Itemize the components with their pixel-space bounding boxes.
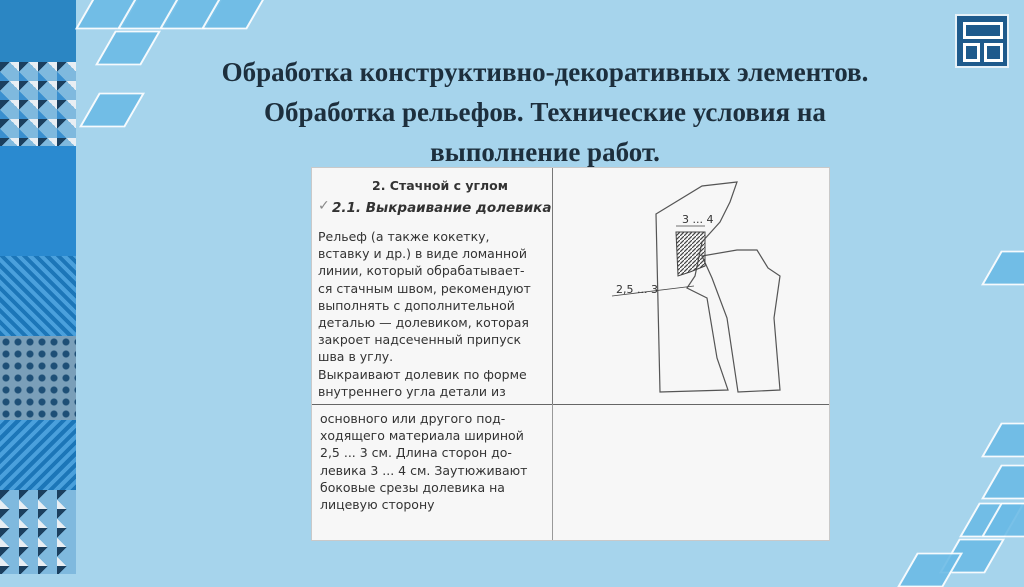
checkmark-icon: ✓ <box>318 198 330 214</box>
dimension-label-top: 3 ... 4 <box>682 213 714 226</box>
paragraph-line: линии, который обрабатывает- <box>318 263 525 279</box>
pattern-tile <box>0 256 76 336</box>
paragraph-line: Рельеф (а также кокетку, <box>318 229 490 244</box>
paragraph-line: вставку и др.) в виде ломанной <box>318 246 527 262</box>
pattern-tile <box>0 336 76 420</box>
paragraph-line: основного или другого под- <box>320 411 506 426</box>
textbook-page-image <box>311 167 830 541</box>
cube-decoration <box>981 423 1024 458</box>
paragraph-line: 2,5 ... 3 см. Длина сторон до- <box>320 445 512 461</box>
paragraph-line: ся стачным швом, рекомендуют <box>318 280 531 296</box>
pattern-tile <box>0 146 76 256</box>
divider <box>312 404 829 405</box>
slide-title <box>120 52 970 172</box>
paragraph-line: ходящего материала шириной <box>320 428 524 444</box>
cube-decoration <box>981 251 1024 286</box>
pattern-tile <box>0 62 76 146</box>
decorative-side-strip <box>0 0 76 574</box>
paragraph-line: деталью — долевиком, которая <box>318 315 529 331</box>
paragraph-line: внутреннего угла детали из <box>318 383 506 399</box>
dimension-label-side: 2,5 ... 3 <box>616 283 658 296</box>
dolevik-piece <box>676 232 705 276</box>
paragraph-line: Выкраивают долевик по форме <box>318 366 527 382</box>
paragraph-line: лицевую сторону <box>320 497 435 513</box>
pattern-tile <box>0 0 76 62</box>
section-heading: 2. Стачной с углом <box>372 178 508 193</box>
pattern-piece <box>702 250 780 392</box>
subsection-heading: 2.1. Выкраивание долевика <box>332 200 552 216</box>
title-line: выполнение работ. <box>430 137 660 167</box>
cube-decoration <box>897 553 963 587</box>
pattern-tile <box>0 420 76 490</box>
pattern-diagram <box>552 168 829 404</box>
paragraph-line: выполнять с дополнительной <box>318 297 515 313</box>
title-line: Обработка рельефов. Технические условия на <box>264 97 826 127</box>
cube-decoration <box>981 465 1024 500</box>
divider <box>552 404 553 540</box>
paragraph-line: закроет надсеченный припуск <box>318 332 522 348</box>
paragraph-continuation <box>320 410 550 513</box>
paragraph-line: шва в углу. <box>318 349 394 365</box>
paragraph <box>318 228 550 400</box>
paragraph-line: левика 3 ... 4 см. Заутюживают <box>320 462 528 478</box>
paragraph-line: боковые срезы долевика на <box>320 479 505 495</box>
title-line: Обработка конструктивно-декоративных элементов. <box>221 57 869 87</box>
pattern-tile <box>0 490 76 574</box>
